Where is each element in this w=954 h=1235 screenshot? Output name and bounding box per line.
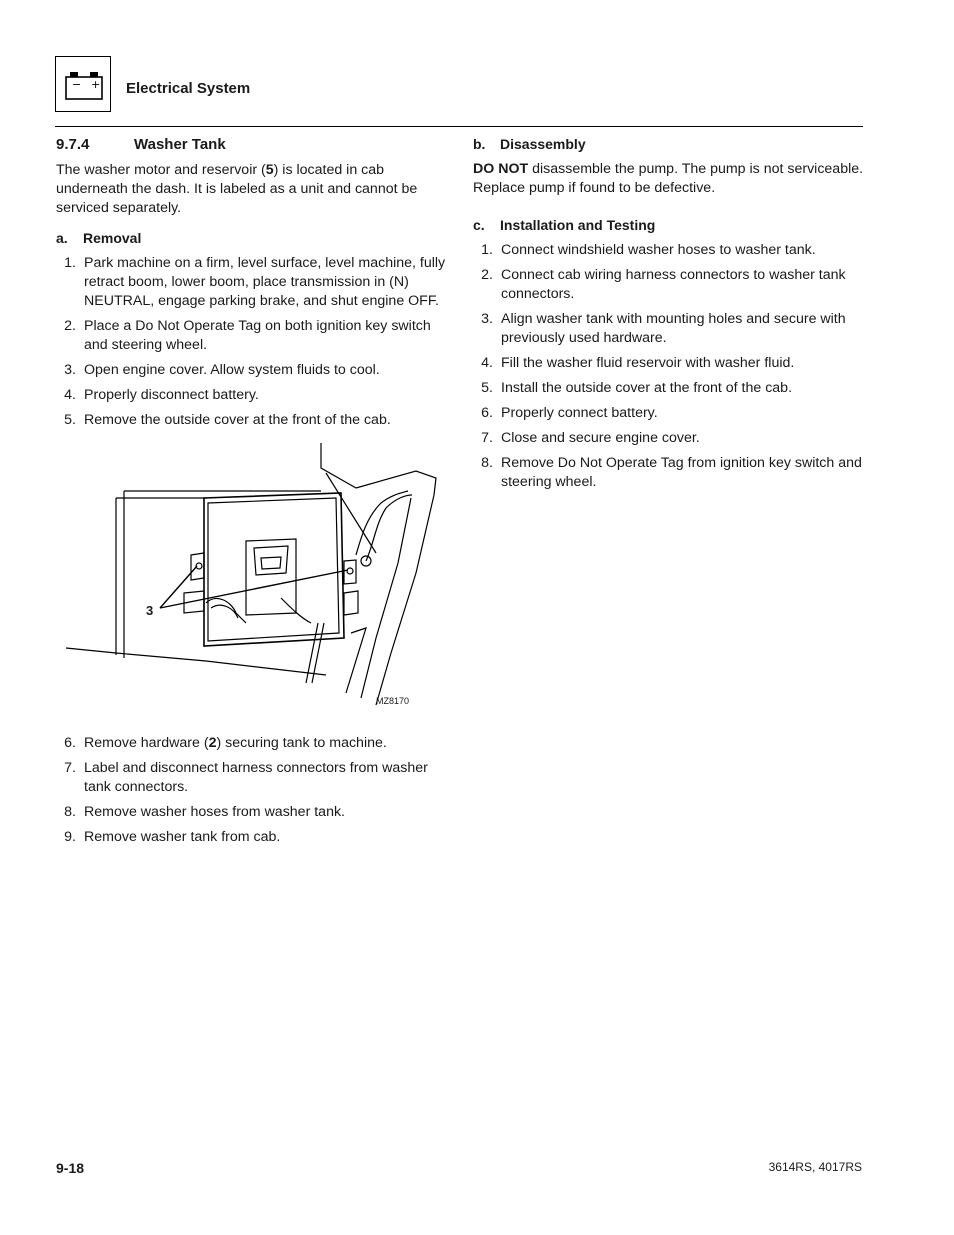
figure-code: MZ8170 [376,696,410,706]
step-text: Properly connect battery. [501,405,658,421]
removal-steps-list-continued [56,734,448,753]
list-item [56,759,448,797]
step-number: 8. [481,455,493,471]
step-number: 3. [64,362,76,378]
step-number: 3. [481,311,493,327]
list-item [56,828,448,847]
list-item [473,241,865,260]
list-item [56,411,448,430]
step-number: 1. [64,255,76,271]
step-text: Label and disconnect harness connectors from washer tank connectors. [84,760,428,795]
model-numbers: 3614RS, 4017RS [768,1160,862,1174]
removal-steps-list-final [56,759,448,847]
list-item [473,379,865,398]
section-header-title: Electrical System [126,80,251,97]
step-number: 5. [481,380,493,396]
step-text: Remove Do Not Operate Tag from ignition key switch and steering wheel. [501,455,862,490]
list-item [56,386,448,405]
battery-minus-label: − [72,78,82,91]
list-item [56,803,448,822]
list-item [473,310,865,348]
removal-heading: a. Removal [56,230,142,246]
step-text: Park machine on a firm, level surface, level machine, fully retract boom, lower boom, place transmission in (N) NEUTRAL, engage parking brake, and shut engine OFF. [84,255,446,309]
step-number: 6. [481,405,493,421]
callout-label: 3 [146,603,154,618]
step-number: 4. [481,355,493,371]
left-column [56,135,448,857]
step-text: Properly disconnect battery. [84,387,259,403]
step-number: 9. [64,829,76,845]
step-number: 5. [64,412,76,428]
section-title: Washer Tank [134,136,226,153]
step-text: Remove washer tank from cab. [84,829,281,845]
removal-steps-list [56,254,448,430]
step-number: 7. [64,760,76,776]
step-text: Connect windshield washer hoses to washer tank. [501,242,816,258]
page-number: 9-18 [56,1160,85,1176]
section-number: 9.7.4 [56,136,90,153]
list-item [473,404,865,423]
battery-icon-box [55,56,111,112]
step-text: Remove the outside cover at the front of the cab. [84,412,391,428]
list-item [473,429,865,448]
step-text: Remove washer hoses from washer tank. [84,804,346,820]
installation-heading: c. Installation and Testing [473,217,656,233]
list-item [56,317,448,355]
step-number: 8. [64,804,76,820]
list-item [56,361,448,380]
step-text: Fill the washer fluid reservoir with washer fluid. [501,355,795,371]
step-number: 4. [64,387,76,403]
washer-tank-figure [56,443,448,713]
installation-steps-list [473,241,865,492]
step-text: Open engine cover. Allow system fluids to cool. [84,362,380,378]
right-column [473,135,865,502]
list-item: 6. Remove hardware (2) securing tank to machine. [64,735,387,751]
step-number: 1. [481,242,493,258]
intro-paragraph: The washer motor and reservoir (5) is located in cab underneath the dash. It is labeled as a unit and cannot be serviced separately. [56,162,418,216]
step-number: 2. [64,318,76,334]
step-text: Align washer tank with mounting holes and secure with previously used hardware. [501,311,846,346]
step-text: Connect cab wiring harness connectors to washer tank connectors. [501,267,846,302]
disassembly-paragraph: DO NOT disassemble the pump. The pump is not serviceable. Replace pump if found to be defective. [473,161,864,196]
step-text: Place a Do Not Operate Tag on both ignition key switch and steering wheel. [84,318,431,353]
list-item [473,354,865,373]
step-text: Install the outside cover at the front of the cab. [501,380,793,396]
step-number: 7. [481,430,493,446]
list-item [56,254,448,311]
list-item [473,266,865,304]
step-text: Close and secure engine cover. [501,430,700,446]
header-divider [55,126,863,127]
disassembly-heading: b. Disassembly [473,136,586,152]
list-item [473,454,865,492]
section-heading [56,135,448,154]
step-number: 2. [481,267,493,283]
washer-tank-illustration [56,443,448,713]
battery-icon [56,57,112,113]
battery-plus-label: + [91,78,101,91]
